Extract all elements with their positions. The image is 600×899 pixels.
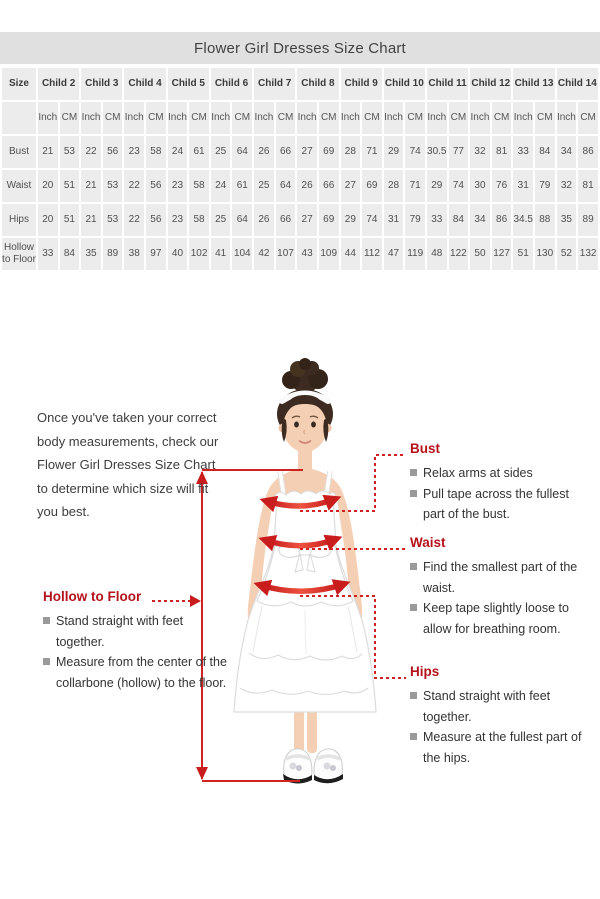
- value-cell: 44: [341, 238, 361, 270]
- value-cell: 22: [124, 204, 144, 236]
- value-cell: 21: [81, 170, 101, 202]
- guide-hips: [410, 664, 590, 768]
- unit-header: Inch: [384, 102, 404, 134]
- value-cell: 102: [189, 238, 209, 270]
- value-cell: 64: [232, 136, 252, 168]
- value-cell: 84: [535, 136, 555, 168]
- guide-bullet-item: [410, 484, 590, 525]
- row-label: Bust: [2, 136, 36, 168]
- guide-bullet-item: [43, 611, 229, 652]
- size-column-header: Child 3: [81, 68, 122, 100]
- table-row: [2, 204, 598, 236]
- value-cell: 81: [578, 170, 598, 202]
- value-cell: 66: [319, 170, 339, 202]
- value-cell: 74: [405, 136, 425, 168]
- header-row: [2, 68, 598, 100]
- unit-header: CM: [189, 102, 209, 134]
- guide-bullet-text: Pull tape across the fullest part of the bust.: [423, 486, 569, 521]
- size-chart-table: [0, 66, 600, 272]
- guide-bullet-text: Keep tape slightly loose to allow for breathing room.: [423, 601, 569, 636]
- guide-waist: [410, 535, 590, 639]
- table-row: [2, 238, 598, 270]
- value-cell: 79: [405, 204, 425, 236]
- row-label: Hollow to Floor: [2, 238, 36, 270]
- value-cell: 86: [492, 204, 512, 236]
- value-cell: 64: [276, 170, 296, 202]
- value-cell: 119: [405, 238, 425, 270]
- eye-right: [311, 422, 316, 428]
- value-cell: 58: [146, 136, 166, 168]
- eye-left: [294, 422, 299, 428]
- value-cell: 56: [146, 170, 166, 202]
- unit-header: Inch: [297, 102, 317, 134]
- bullet-square-icon: [410, 563, 417, 570]
- value-cell: 32: [470, 136, 490, 168]
- value-cell: 20: [38, 204, 58, 236]
- size-column-header: Child 11: [427, 68, 468, 100]
- value-cell: 31: [384, 204, 404, 236]
- row-label: Hips: [2, 204, 36, 236]
- guide-bullet-item: [410, 686, 590, 727]
- guide-bullet-item: [410, 598, 590, 639]
- size-column-header: Child 2: [38, 68, 79, 100]
- size-column-header: Child 13: [513, 68, 554, 100]
- unit-header: CM: [60, 102, 80, 134]
- value-cell: 31: [513, 170, 533, 202]
- value-cell: 53: [103, 170, 123, 202]
- unit-header: CM: [535, 102, 555, 134]
- value-cell: 56: [103, 136, 123, 168]
- value-cell: 69: [362, 170, 382, 202]
- size-column-header: Child 10: [384, 68, 425, 100]
- value-cell: 71: [362, 136, 382, 168]
- arrow-down-icon: [196, 767, 208, 780]
- value-cell: 24: [211, 170, 231, 202]
- value-cell: 26: [254, 204, 274, 236]
- shoe-left: [284, 749, 312, 780]
- unit-header: CM: [103, 102, 123, 134]
- value-cell: 23: [124, 136, 144, 168]
- value-cell: 89: [578, 204, 598, 236]
- bullet-square-icon: [43, 617, 50, 624]
- value-cell: 47: [384, 238, 404, 270]
- value-cell: 58: [189, 170, 209, 202]
- value-cell: 53: [60, 136, 80, 168]
- hollow-to-floor-heading: Hollow to Floor: [43, 589, 142, 604]
- table-row: [2, 170, 598, 202]
- value-cell: 66: [276, 136, 296, 168]
- unit-header: Inch: [38, 102, 58, 134]
- value-cell: 53: [103, 204, 123, 236]
- chart-title: Flower Girl Dresses Size Chart: [194, 39, 406, 57]
- size-column-header: Child 5: [168, 68, 209, 100]
- value-cell: 27: [297, 204, 317, 236]
- value-cell: 33: [38, 238, 58, 270]
- unit-header: CM: [319, 102, 339, 134]
- value-cell: 84: [449, 204, 469, 236]
- value-cell: 112: [362, 238, 382, 270]
- bullet-square-icon: [410, 692, 417, 699]
- value-cell: 32: [557, 170, 577, 202]
- waist-heading: Waist: [410, 535, 446, 550]
- unit-header: Inch: [124, 102, 144, 134]
- guide-bullet-item: [410, 557, 590, 598]
- bust-heading: Bust: [410, 441, 440, 456]
- unit-header: Inch: [427, 102, 447, 134]
- bullet-square-icon: [410, 733, 417, 740]
- size-column-header: Child 4: [124, 68, 165, 100]
- size-column-header: Child 6: [211, 68, 252, 100]
- value-cell: 79: [535, 170, 555, 202]
- value-cell: 51: [60, 204, 80, 236]
- value-cell: 38: [124, 238, 144, 270]
- unit-header: CM: [146, 102, 166, 134]
- value-cell: 35: [557, 204, 577, 236]
- value-cell: 69: [319, 204, 339, 236]
- size-column-header: Child 7: [254, 68, 295, 100]
- value-cell: 86: [578, 136, 598, 168]
- value-cell: 25: [211, 136, 231, 168]
- size-column-header: Child 12: [470, 68, 511, 100]
- value-cell: 122: [449, 238, 469, 270]
- value-cell: 77: [449, 136, 469, 168]
- unit-row: [2, 102, 598, 134]
- size-column-header: Child 14: [557, 68, 598, 100]
- hair-bun-icon: [282, 358, 328, 393]
- unit-header: Inch: [513, 102, 533, 134]
- unit-header: CM: [492, 102, 512, 134]
- value-cell: 132: [578, 238, 598, 270]
- size-column-header: Child 8: [297, 68, 338, 100]
- value-cell: 28: [341, 136, 361, 168]
- value-cell: 81: [492, 136, 512, 168]
- chart-title-bar: [0, 32, 600, 64]
- value-cell: 41: [211, 238, 231, 270]
- value-cell: 30.5: [427, 136, 447, 168]
- guide-hollow-to-floor: [43, 589, 229, 693]
- guide-bullet-text: Measure from the center of the collarbone (hollow) to the floor.: [56, 655, 227, 690]
- value-cell: 52: [557, 238, 577, 270]
- value-cell: 89: [103, 238, 123, 270]
- bullet-square-icon: [410, 469, 417, 476]
- value-cell: 24: [168, 136, 188, 168]
- value-cell: 21: [38, 136, 58, 168]
- value-cell: 25: [254, 170, 274, 202]
- value-cell: 33: [427, 204, 447, 236]
- unit-header: CM: [232, 102, 252, 134]
- value-cell: 56: [146, 204, 166, 236]
- face: [283, 402, 327, 452]
- value-cell: 40: [168, 238, 188, 270]
- guide-bullet-text: Find the smallest part of the waist.: [423, 560, 578, 595]
- table-row: [2, 136, 598, 168]
- value-cell: 88: [535, 204, 555, 236]
- unit-header: CM: [405, 102, 425, 134]
- value-cell: 74: [362, 204, 382, 236]
- value-cell: 58: [189, 204, 209, 236]
- unit-header: Inch: [211, 102, 231, 134]
- value-cell: 27: [341, 170, 361, 202]
- value-cell: 29: [341, 204, 361, 236]
- value-cell: 76: [492, 170, 512, 202]
- value-cell: 22: [124, 170, 144, 202]
- value-cell: 127: [492, 238, 512, 270]
- value-cell: 35: [81, 238, 101, 270]
- value-cell: 64: [232, 204, 252, 236]
- value-cell: 26: [254, 136, 274, 168]
- value-cell: 34: [470, 204, 490, 236]
- bullet-square-icon: [410, 604, 417, 611]
- unit-corner-cell: [2, 102, 36, 134]
- guide-bullet-text: Stand straight with feet together.: [423, 689, 551, 724]
- shoes: [283, 749, 343, 784]
- value-cell: 34: [557, 136, 577, 168]
- value-cell: 26: [297, 170, 317, 202]
- value-cell: 109: [319, 238, 339, 270]
- unit-header: CM: [362, 102, 382, 134]
- value-cell: 30: [470, 170, 490, 202]
- value-cell: 34.5: [513, 204, 533, 236]
- unit-header: Inch: [470, 102, 490, 134]
- unit-header: CM: [449, 102, 469, 134]
- value-cell: 21: [81, 204, 101, 236]
- unit-header: Inch: [81, 102, 101, 134]
- girl-figure: [234, 358, 376, 784]
- unit-header: CM: [578, 102, 598, 134]
- unit-header: Inch: [557, 102, 577, 134]
- value-cell: 43: [297, 238, 317, 270]
- guide-bullet-item: [410, 463, 590, 484]
- row-label: Waist: [2, 170, 36, 202]
- guide-bullet-text: Relax arms at sides: [423, 466, 533, 480]
- hips-heading: Hips: [410, 664, 440, 679]
- value-cell: 25: [211, 204, 231, 236]
- unit-header: Inch: [168, 102, 188, 134]
- guide-bust: [410, 441, 590, 525]
- value-cell: 97: [146, 238, 166, 270]
- value-cell: 48: [427, 238, 447, 270]
- value-cell: 29: [384, 136, 404, 168]
- bullet-square-icon: [410, 490, 417, 497]
- value-cell: 28: [384, 170, 404, 202]
- value-cell: 71: [405, 170, 425, 202]
- value-cell: 50: [470, 238, 490, 270]
- value-cell: 33: [513, 136, 533, 168]
- guide-bullet-item: [410, 727, 590, 768]
- intro-text: Once you've taken your correct body measurements, check our Flower Girl Dresses Size Chart to determine which size will fit you best.: [37, 410, 219, 519]
- guide-bullet-text: Stand straight with feet together.: [56, 614, 184, 649]
- unit-header: CM: [276, 102, 296, 134]
- measurement-figure: [0, 340, 600, 899]
- bullet-square-icon: [43, 658, 50, 665]
- unit-header: Inch: [254, 102, 274, 134]
- value-cell: 61: [232, 170, 252, 202]
- guide-bullet-text: Measure at the fullest part of the hips.: [423, 730, 582, 765]
- value-cell: 23: [168, 170, 188, 202]
- value-cell: 27: [297, 136, 317, 168]
- value-cell: 22: [81, 136, 101, 168]
- value-cell: 74: [449, 170, 469, 202]
- value-cell: 104: [232, 238, 252, 270]
- guide-bullet-item: [43, 652, 229, 693]
- value-cell: 51: [60, 170, 80, 202]
- value-cell: 61: [189, 136, 209, 168]
- value-cell: 107: [276, 238, 296, 270]
- value-cell: 130: [535, 238, 555, 270]
- value-cell: 20: [38, 170, 58, 202]
- unit-header: Inch: [341, 102, 361, 134]
- value-cell: 29: [427, 170, 447, 202]
- value-cell: 66: [276, 204, 296, 236]
- value-cell: 51: [513, 238, 533, 270]
- size-corner-header: Size: [2, 68, 36, 100]
- size-column-header: Child 9: [341, 68, 382, 100]
- value-cell: 42: [254, 238, 274, 270]
- value-cell: 84: [60, 238, 80, 270]
- value-cell: 23: [168, 204, 188, 236]
- value-cell: 69: [319, 136, 339, 168]
